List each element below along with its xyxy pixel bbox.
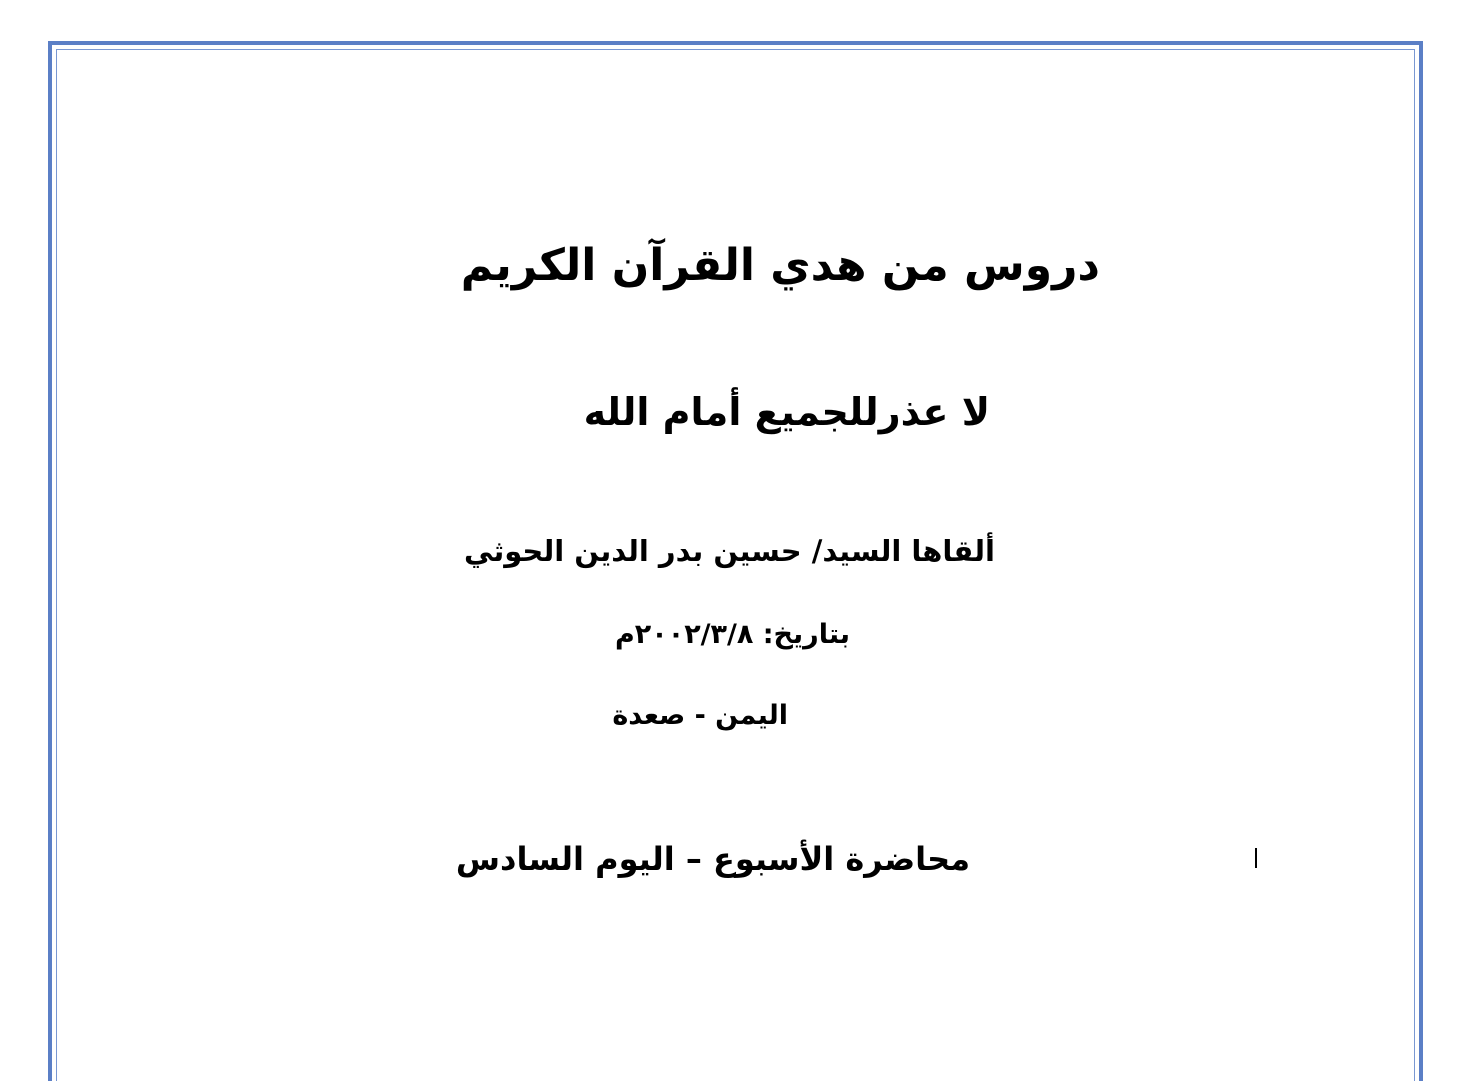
lecture-title: لا عذرللجميع أمام الله [583,390,990,434]
date-line: بتاريخ: ٢٠٠٢/٣/٨م [614,619,850,650]
speaker-line: ألقاها السيد/ حسين بدر الدين الحوثي [464,534,995,568]
document-title: دروس من هدي القرآن الكريم [460,240,1100,291]
location-line: اليمن - صعدة [612,700,788,731]
text-cursor-mark [1255,848,1257,868]
lecture-series-line: محاضرة الأسبوع – اليوم السادس [455,840,970,878]
